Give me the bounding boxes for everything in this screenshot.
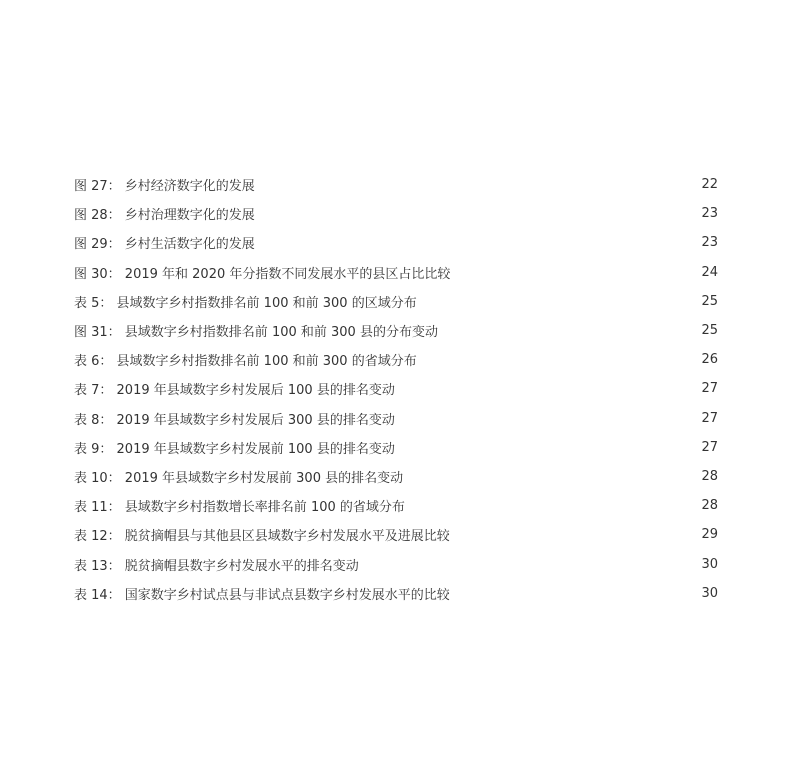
toc-entry[interactable] <box>74 228 718 257</box>
toc-entry-title: 表 13： 脱贫摘帽县数字乡村发展水平的排名变动 <box>74 558 359 574</box>
toc-entry-page: 26 <box>701 352 718 368</box>
toc-entry-page: 22 <box>701 177 718 193</box>
toc-entry-page: 27 <box>701 410 718 426</box>
toc-entry-page: 28 <box>701 498 718 514</box>
toc-entry[interactable] <box>74 549 718 578</box>
toc-entry[interactable] <box>74 199 718 228</box>
toc-entry[interactable] <box>74 433 718 462</box>
toc-entry[interactable] <box>74 287 718 316</box>
toc-entry-page: 30 <box>701 556 718 572</box>
toc-entry-title: 表 6： 县域数字乡村指数排名前 100 和前 300 的省域分布 <box>74 354 417 370</box>
toc-entry-page: 30 <box>701 585 718 601</box>
toc-entry-page: 25 <box>701 293 718 309</box>
toc-entry-page: 29 <box>701 527 718 543</box>
toc-entry[interactable] <box>74 374 718 403</box>
toc-entry[interactable] <box>74 520 718 549</box>
toc-entry-page: 25 <box>701 323 718 339</box>
toc-entry-title: 图 27： 乡村经济数字化的发展 <box>74 179 255 195</box>
toc-entry-title: 图 31： 县域数字乡村指数排名前 100 和前 300 县的分布变动 <box>74 325 438 341</box>
toc-entry-page: 27 <box>701 381 718 397</box>
toc-entry-title: 表 10： 2019 年县域数字乡村发展前 300 县的排名变动 <box>74 470 404 486</box>
toc-entry[interactable] <box>74 579 718 608</box>
toc-entry[interactable] <box>74 462 718 491</box>
toc-entry-title: 图 29： 乡村生活数字化的发展 <box>74 237 255 253</box>
toc-entry-title: 表 12： 脱贫摘帽县与其他县区县域数字乡村发展水平及进展比较 <box>74 529 450 545</box>
toc-entry-page: 23 <box>701 235 718 251</box>
toc-entry[interactable] <box>74 345 718 374</box>
toc-entry[interactable] <box>74 258 718 287</box>
table-of-contents <box>74 170 718 608</box>
toc-entry-page: 24 <box>701 264 718 280</box>
toc-entry-title: 表 14： 国家数字乡村试点县与非试点县数字乡村发展水平的比较 <box>74 587 450 603</box>
toc-entry-title: 图 30： 2019 年和 2020 年分指数不同发展水平的县区占比比较 <box>74 266 451 282</box>
toc-entry-page: 23 <box>701 206 718 222</box>
toc-entry[interactable] <box>74 404 718 433</box>
toc-entry-title: 图 28： 乡村治理数字化的发展 <box>74 208 255 224</box>
toc-entry-title: 表 11： 县域数字乡村指数增长率排名前 100 的省域分布 <box>74 500 405 516</box>
toc-entry-page: 28 <box>701 468 718 484</box>
toc-entry[interactable] <box>74 491 718 520</box>
toc-entry-title: 表 5： 县域数字乡村指数排名前 100 和前 300 的区域分布 <box>74 295 417 311</box>
toc-entry-title: 表 7： 2019 年县域数字乡村发展后 100 县的排名变动 <box>74 383 395 399</box>
toc-entry[interactable] <box>74 316 718 345</box>
toc-entry-title: 表 9： 2019 年县域数字乡村发展前 100 县的排名变动 <box>74 441 395 457</box>
toc-entry[interactable] <box>74 170 718 199</box>
toc-entry-title: 表 8： 2019 年县域数字乡村发展后 300 县的排名变动 <box>74 412 395 428</box>
toc-entry-page: 27 <box>701 439 718 455</box>
